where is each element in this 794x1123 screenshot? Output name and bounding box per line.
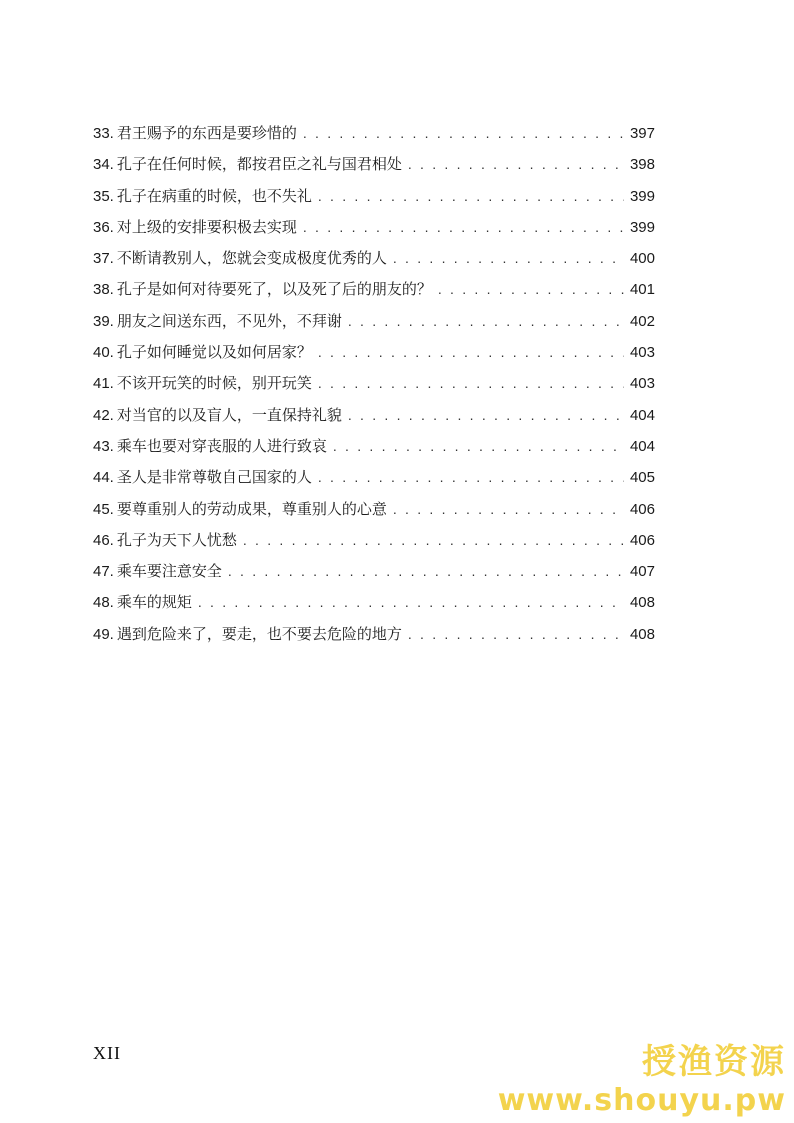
toc-entry-number: 49. [93, 625, 114, 643]
toc-entry[interactable] [93, 274, 655, 305]
toc-entry[interactable] [93, 181, 655, 212]
watermark-title: 授渔资源 [642, 1042, 786, 1082]
toc-entry-number: 44. [93, 469, 114, 487]
dot-leader [393, 494, 624, 525]
toc-entry-page: 399 [629, 187, 655, 205]
toc-entry-title: 要尊重别人的劳动成果，尊重别人的心意 [116, 499, 387, 518]
toc-entry[interactable] [93, 462, 655, 493]
page-number: XII [93, 1043, 121, 1063]
toc-entry-page: 404 [629, 406, 655, 424]
toc-entry-title: 乘车的规矩 [116, 593, 192, 612]
toc-entry-page: 403 [629, 344, 655, 362]
toc-entry-title: 孔子是如何对待要死了，以及死了后的朋友的？ [116, 280, 432, 299]
toc-entry-page: 404 [629, 437, 655, 455]
toc-entry-page: 408 [629, 625, 655, 643]
toc-entry-title: 圣人是非常尊敬自己国家的人 [116, 468, 312, 487]
dot-leader [393, 243, 624, 274]
toc-entry-title: 孔子在病重的时候，也不失礼 [116, 186, 312, 205]
toc-entry-number: 34. [93, 156, 114, 174]
toc-entry[interactable] [93, 619, 655, 650]
toc-entry[interactable] [93, 337, 655, 368]
toc-entry-number: 40. [93, 344, 114, 362]
toc-entry-title: 孔子在任何时候，都按君臣之礼与国君相处 [116, 155, 402, 174]
toc-entry-number: 45. [93, 500, 114, 518]
toc-entry-number: 43. [93, 437, 114, 455]
dot-leader [348, 306, 624, 337]
toc-entry-page: 397 [629, 125, 655, 142]
dot-leader [318, 181, 624, 212]
toc-entry-title: 乘车也要对穿丧服的人进行致哀 [116, 436, 327, 455]
toc-entry-page: 408 [629, 594, 655, 612]
toc-entry-number: 47. [93, 563, 114, 581]
toc-entry-page: 401 [629, 281, 655, 299]
toc-entry-page: 403 [629, 375, 655, 393]
toc-entry-title: 乘车要注意安全 [116, 562, 222, 581]
dot-leader [348, 400, 624, 431]
dot-leader [303, 212, 624, 243]
toc-entry[interactable] [93, 587, 655, 618]
toc-entry-number: 41. [93, 375, 114, 393]
toc-entry-page: 400 [629, 250, 655, 268]
toc-entry[interactable] [93, 368, 655, 399]
toc-entry-page: 399 [629, 218, 655, 236]
toc-entry-page: 406 [629, 500, 655, 518]
toc-entry-title: 君王赐予的东西是要珍惜的 [116, 124, 297, 142]
toc-entry[interactable] [93, 212, 655, 243]
dot-leader [408, 149, 624, 180]
toc-entry-page: 402 [629, 312, 655, 330]
watermark [498, 1042, 786, 1120]
toc-entry[interactable] [93, 306, 655, 337]
dot-leader [198, 587, 624, 618]
dot-leader [318, 368, 624, 399]
toc-entry-title: 对上级的安排要积极去实现 [116, 217, 297, 236]
toc-entry[interactable] [93, 118, 655, 149]
toc-entry-number: 39. [93, 312, 114, 330]
toc-entry-title: 孔子为天下人忧愁 [116, 530, 237, 549]
toc-entry-title: 朋友之间送东西，不见外，不拜谢 [116, 311, 342, 330]
dot-leader [333, 431, 624, 462]
toc-entry[interactable] [93, 243, 655, 274]
toc-entry[interactable] [93, 494, 655, 525]
toc-entry-title: 遇到危险来了，要走，也不要去危险的地方 [116, 624, 402, 643]
toc-entry-number: 46. [93, 531, 114, 549]
toc-entry-title: 不该开玩笑的时候，别开玩笑 [116, 374, 312, 393]
toc-entry-title: 对当官的以及盲人，一直保持礼貌 [116, 405, 342, 424]
dot-leader [408, 619, 624, 650]
toc-entry-number: 33. [93, 125, 114, 142]
toc-entry[interactable] [93, 556, 655, 587]
toc-entry-page: 406 [629, 531, 655, 549]
toc-entry-title: 不断请教别人，您就会变成极度优秀的人 [116, 249, 387, 268]
table-of-contents [93, 118, 655, 650]
toc-entry-page: 405 [629, 469, 655, 487]
toc-entry-number: 42. [93, 406, 114, 424]
toc-entry[interactable] [93, 400, 655, 431]
toc-entry-number: 37. [93, 250, 114, 268]
toc-entry-number: 35. [93, 187, 114, 205]
dot-leader [318, 462, 624, 493]
dot-leader [303, 118, 624, 149]
toc-entry-number: 38. [93, 281, 114, 299]
dot-leader [243, 525, 624, 556]
dot-leader [438, 274, 624, 305]
toc-entry[interactable] [93, 431, 655, 462]
toc-entry-title: 孔子如何睡觉以及如何居家？ [116, 343, 312, 362]
toc-entry-number: 36. [93, 218, 114, 236]
watermark-url: www.shouyu.pw [497, 1083, 786, 1118]
toc-entry[interactable] [93, 525, 655, 556]
toc-entry-page: 407 [629, 563, 655, 581]
toc-entry-page: 398 [629, 156, 655, 174]
dot-leader [318, 337, 624, 368]
toc-entry-number: 48. [93, 594, 114, 612]
dot-leader [228, 556, 624, 587]
toc-entry[interactable] [93, 149, 655, 180]
